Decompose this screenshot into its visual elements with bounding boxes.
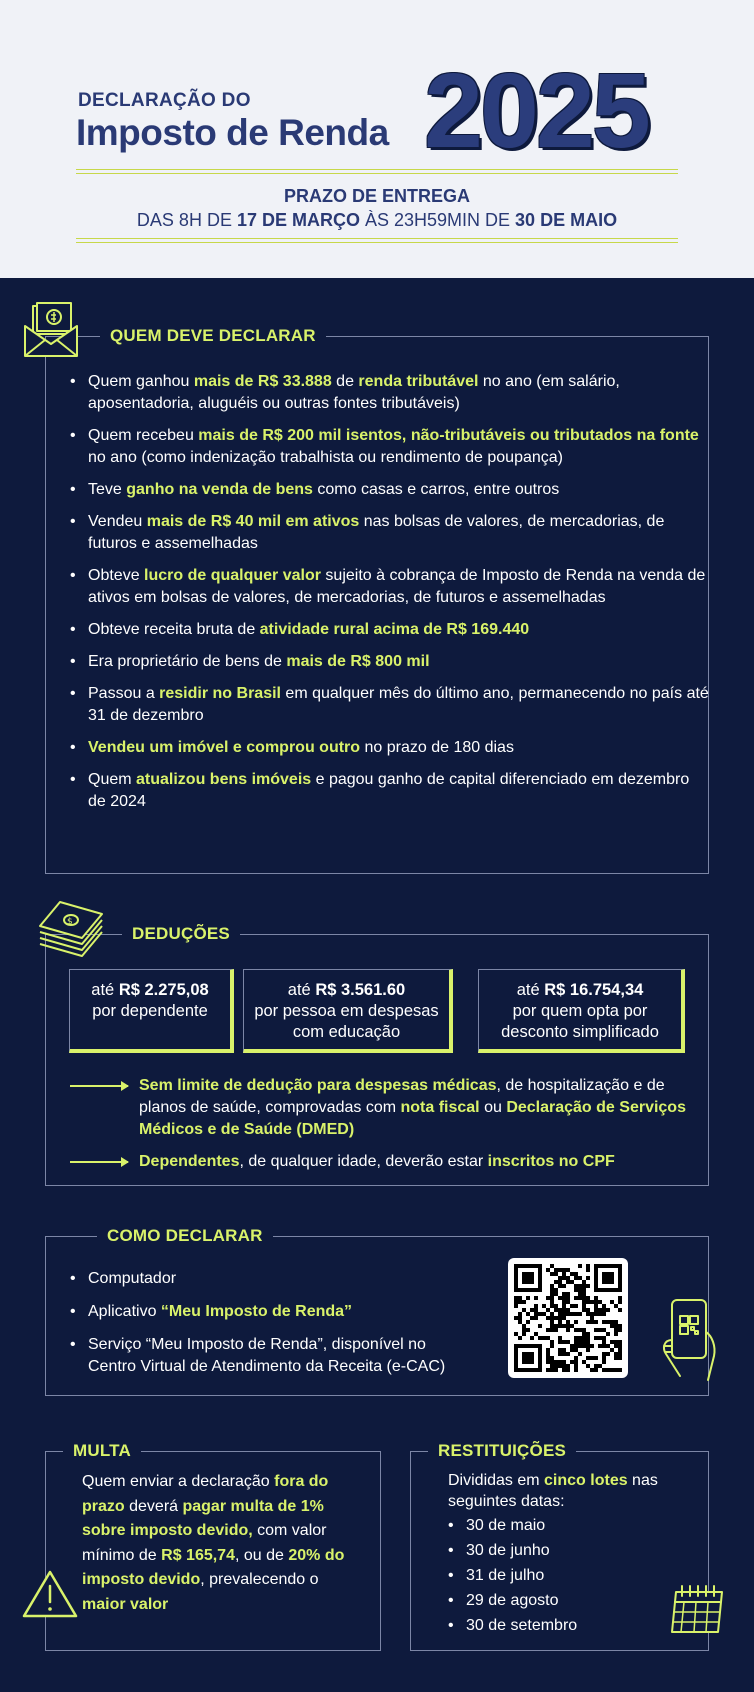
highlight-text: atividade rural acima de R$ 169.440 [259,621,530,638]
calendar-icon [668,1582,728,1641]
deduction-amount: R$ 16.754,34 [544,981,644,999]
body-text: Quem enviar a declaração [82,1473,275,1490]
body-text: Obteve receita bruta de [88,621,260,638]
criteria-item [70,683,710,727]
criteria-item [70,425,710,469]
body-text: Aplicativo [88,1303,161,1320]
deduction-desc: por dependente [92,1002,208,1020]
criteria-item [70,619,710,641]
como-declarar-list [70,1268,470,1389]
highlight-text: cinco lotes [544,1472,628,1489]
deduction-desc: por pessoa em despesas com educação [254,1002,439,1041]
method-item [70,1268,470,1290]
arrow-right-icon [70,1085,128,1087]
highlight-text: R$ 165,74 [161,1546,235,1564]
method-item [70,1301,470,1323]
body-text: sujeito à cobrança de Imposto de Renda na venda de ativos em bolsas de valores, de mercadorias, de futuros e assemelhadas [88,567,706,606]
highlight-text: residir no Brasil [159,685,281,702]
body-text: Era proprietário de bens de [88,653,287,670]
deduction-card-dependente [69,969,234,1053]
body-text: no prazo de 180 dias [360,739,514,756]
header [0,0,754,278]
header-year: 2025 [424,52,648,170]
multa-text [82,1470,362,1617]
envelope-money-icon [20,298,82,365]
body-text: , prevalecendo o [200,1571,319,1588]
restituicoes-dates [448,1515,668,1640]
body-text: Quem [88,771,137,788]
highlight-text: inscritos no CPF [487,1153,615,1170]
criteria-item [70,769,710,813]
body-text: deverá [124,1497,183,1515]
highlight-text: fora do prazo [82,1473,329,1515]
deduction-note-text [139,1151,699,1173]
restitution-date: • 29 de agosto [448,1590,668,1612]
body-text: Teve [88,481,127,498]
highlight-text: renda tributável [358,373,479,390]
svg-text:$: $ [67,917,73,927]
deduction-value [479,980,681,1001]
highlight-text: pagar multa de 1% sobre imposto devido, [82,1497,324,1539]
highlight-text: maior valor [82,1595,169,1613]
highlight-text: mais de R$ 40 mil em ativos [146,513,360,530]
multa-title: MULTA [63,1441,141,1461]
quem-deve-list [70,371,710,823]
criteria-item [70,511,710,555]
highlight-text: Sem limite de dedução para despesas médicas [139,1077,497,1094]
header-title: Imposto de Renda [76,112,389,153]
highlight-text: ganho na venda de bens [126,481,313,498]
restitution-date: • 30 de setembro [448,1615,668,1637]
highlight-text: atualizou bens imóveis [136,771,312,788]
criteria-item [70,651,710,673]
deduction-note-medical [70,1075,710,1141]
arrow-right-icon [70,1161,128,1163]
body-text: em qualquer mês do último ano, permanecendo no país até 31 de dezembro [88,685,709,724]
restituicoes-intro [448,1470,688,1512]
phone-hand-icon [660,1296,722,1391]
deduction-value [70,980,230,1001]
body-text: no ano (em salário, aposentadoria, aluguéis ou outras fontes tributáveis) [88,373,620,412]
deduction-prefix: até [287,981,316,999]
criteria-item [70,565,710,609]
deduction-value [244,980,449,1001]
highlight-text: mais de R$ 200 mil isentos, não-tributáveis ou tributados na fonte [198,427,699,444]
body-text: no ano (como indenização trabalhista ou rendimento de poupança) [88,449,563,466]
deadline-start: 17 DE MARÇO [236,210,360,230]
highlight-text: Vendeu um imóvel e comprou outro [88,739,361,756]
restitution-date: • 30 de junho [448,1540,668,1562]
restitution-date: • 30 de maio [448,1515,668,1537]
body-text: nas bolsas de valores, de mercadorias, de futuros e assemelhadas [88,513,665,552]
body-text: nas seguintes datas: [448,1472,658,1510]
deadline-text [0,210,754,231]
qr-code[interactable] [508,1258,628,1378]
deadline-end: 30 DE MAIO [515,210,618,230]
body-text: Quem ganhou [88,373,194,390]
body-text: , de qualquer idade, deverão estar [239,1153,488,1170]
deadline-prefix: DAS 8H DE [136,210,237,230]
deduction-note-text [139,1075,699,1141]
body-text: como casas e carros, entre outros [312,481,560,498]
deduction-prefix: até [516,981,545,999]
body-text: Obteve [88,567,145,584]
body-text: de [331,373,359,390]
deadline-middle: ÀS 23H59MIN DE [359,210,516,230]
restituicoes-title: RESTITUIÇÕES [428,1441,576,1461]
body-text: , de hospitalização e de planos de saúde, comprovadas com [139,1077,665,1116]
deduction-card-educacao [243,969,453,1053]
method-item [70,1334,470,1378]
body-text: Vendeu [88,513,147,530]
deduction-amount: R$ 2.275,08 [118,981,209,999]
highlight-text: lucro de qualquer valor [144,567,321,584]
quem-deve-title: QUEM DEVE DECLARAR [100,326,326,346]
body-text: Serviço “Meu Imposto de Renda”, disponível no Centro Virtual de Atendimento da Receita (e-CAC) [88,1336,446,1375]
criteria-item [70,371,710,415]
header-divider-top [76,169,678,174]
body-text: Divididas em [448,1472,545,1489]
highlight-text: Declaração de Serviços Médicos e de Saúde (DMED) [139,1099,686,1138]
restitution-date: • 31 de julho [448,1565,668,1587]
highlight-text: mais de R$ 33.888 [193,373,332,390]
body-text: Quem recebeu [88,427,199,444]
header-divider-bottom [76,238,678,243]
highlight-text: Dependentes [139,1153,240,1170]
deduction-card-simplificado [478,969,685,1053]
deduction-amount: R$ 3.561.60 [315,981,406,999]
body-text: , ou de [234,1546,289,1564]
deduction-note-dependentes [70,1151,710,1173]
highlight-text: nota fiscal [400,1099,480,1116]
header-subtitle: DECLARAÇÃO DO [78,90,251,111]
deducoes-title: DEDUÇÕES [122,924,240,944]
money-stack-icon [34,900,108,967]
criteria-item [70,737,710,759]
como-declarar-title: COMO DECLARAR [97,1226,273,1246]
deadline-title: PRAZO DE ENTREGA [283,186,470,206]
warning-icon [20,1568,80,1625]
highlight-text: mais de R$ 800 mil [286,653,430,670]
highlight-text: 20% do imposto devido [82,1546,345,1588]
body-text: ou [479,1099,507,1116]
body-text: Computador [88,1270,177,1287]
criteria-item [70,479,710,501]
body-text: e pagou ganho de capital diferenciado em dezembro de 2024 [88,771,690,810]
deduction-prefix: até [91,981,119,999]
highlight-text: “Meu Imposto de Renda” [160,1303,353,1320]
qr-code-pattern [514,1264,622,1372]
deduction-desc: por quem opta por desconto simplificado [501,1002,659,1041]
body-text: Passou a [88,685,160,702]
body-text: com valor mínimo de [82,1522,327,1564]
